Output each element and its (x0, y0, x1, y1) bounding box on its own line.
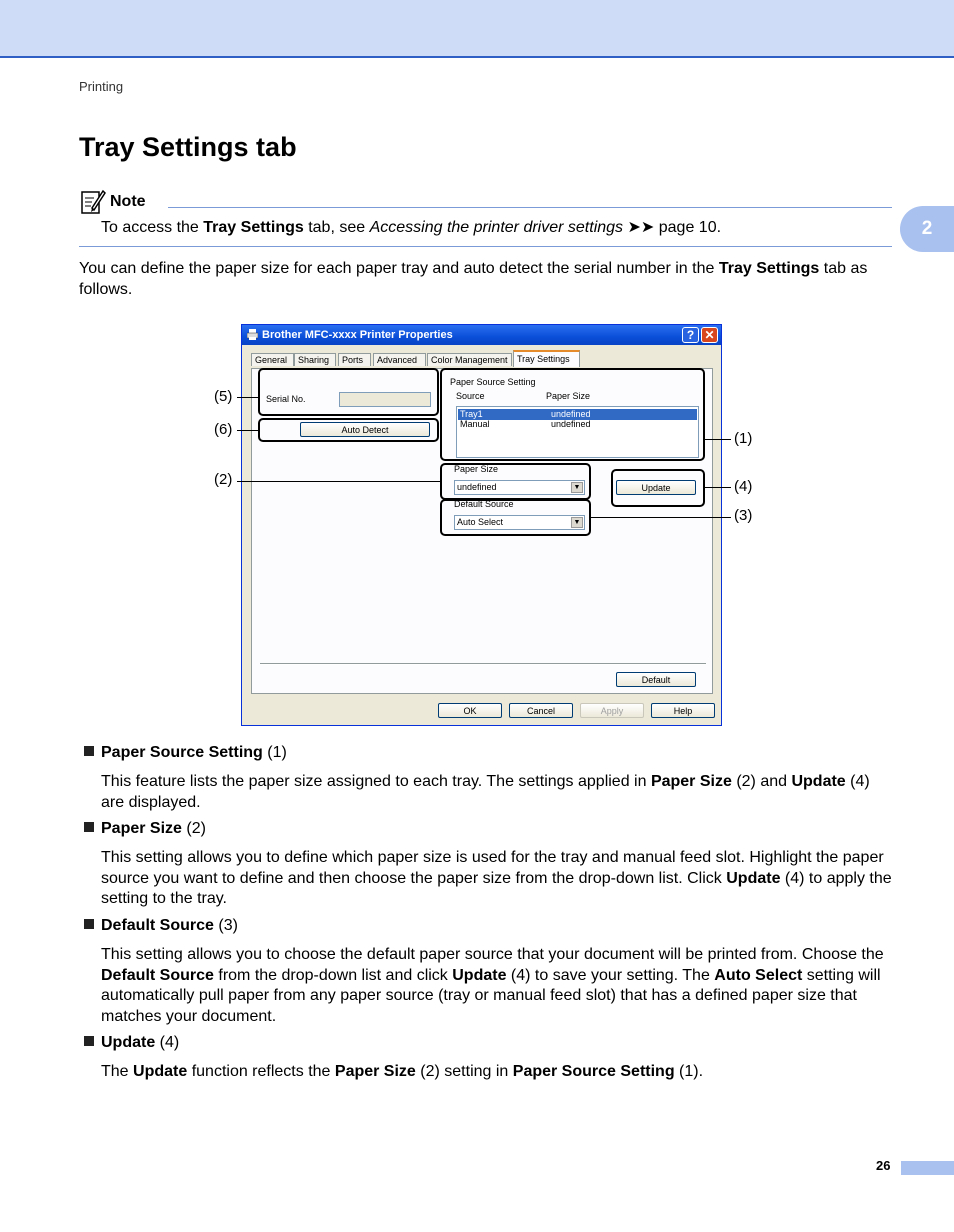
leader-4 (705, 487, 731, 488)
printer-icon (247, 329, 258, 340)
note-pencil-icon (80, 187, 106, 215)
tab-tray-settings[interactable]: Tray Settings (513, 350, 580, 367)
column-source: Source (456, 391, 485, 401)
callout-box-6 (258, 418, 439, 442)
cancel-button[interactable]: Cancel (509, 703, 573, 718)
leader-5 (237, 397, 258, 398)
paper-size-dropdown[interactable]: undefined ▼ (454, 480, 585, 495)
running-title: Printing (79, 79, 124, 94)
apply-button[interactable]: Apply (580, 703, 644, 718)
page-number: 26 (876, 1158, 891, 1173)
update-button[interactable]: Update (616, 480, 696, 495)
callout-box-4 (611, 469, 705, 507)
header-band (0, 0, 954, 58)
bullet-paper-size: Paper Size (2) (84, 820, 206, 838)
separator (260, 663, 706, 665)
callout-label-3: (3) (734, 507, 753, 524)
leader-2 (237, 481, 440, 482)
leader-3 (591, 517, 731, 518)
chevron-down-icon[interactable]: ▼ (571, 482, 583, 493)
note-rule-top (168, 207, 892, 208)
chevron-down-icon[interactable]: ▼ (571, 517, 583, 528)
page-title: Tray Settings tab (79, 132, 297, 162)
tab-sharing[interactable]: Sharing (294, 353, 336, 366)
note-rule-bottom (79, 246, 892, 247)
desc-paper-size: This setting allows you to define which paper size is used for the tray and manual feed slot. Highlight the paper source you want to define and then choose the paper size from the drop-down list. Click Update (4) to apply the setting to the tray. (101, 849, 892, 907)
default-source-label: Default Source (454, 499, 514, 509)
callout-label-6: (6) (214, 421, 233, 438)
help-title-button[interactable]: ? (682, 327, 699, 343)
desc-update: The Update function reflects the Paper Size (2) setting in Paper Source Setting (1). (101, 1063, 704, 1080)
tab-ports[interactable]: Ports (338, 353, 371, 366)
paper-source-setting-title: Paper Source Setting (450, 377, 536, 387)
tab-advanced[interactable]: Advanced (373, 353, 426, 366)
leader-6 (237, 430, 258, 431)
leader-1 (705, 439, 731, 440)
tab-general[interactable]: General (251, 353, 294, 366)
close-title-button[interactable]: ✕ (701, 327, 718, 343)
bullet-paper-source-setting: Paper Source Setting (1) (84, 744, 287, 762)
ok-button[interactable]: OK (438, 703, 502, 718)
callout-box-5 (258, 368, 439, 416)
column-paper-size: Paper Size (546, 391, 591, 401)
desc-paper-source-setting: This feature lists the paper size assigned to each tray. The settings applied in Paper Size (2) and Update (4) are displayed. (101, 773, 870, 811)
paper-size-label: Paper Size (454, 464, 499, 474)
dialog-title: Brother MFC-xxxx Printer Properties (262, 329, 453, 341)
auto-detect-button[interactable]: Auto Detect (300, 422, 430, 437)
default-source-dropdown[interactable]: Auto Select ▼ (454, 515, 585, 530)
desc-default-source: This setting allows you to choose the default paper source that your document will be printed from. Choose the Default Source from the drop-down list and click Update (4) to save your setting. The Auto Select setting will automatically pull paper from any paper source (tray or manual feed slot) that has a defined paper size that matches your document. (101, 946, 884, 1025)
note-label: Note (110, 193, 146, 210)
intro-paragraph: You can define the paper size for each paper tray and auto detect the serial number in the Tray Settings tab as follows. (79, 260, 868, 298)
list-row-tray1[interactable]: Tray1 undefined (458, 409, 697, 420)
help-button[interactable]: Help (651, 703, 715, 718)
callout-label-2: (2) (214, 471, 233, 488)
callout-box-1 (440, 368, 705, 461)
page-number-bar (901, 1161, 954, 1175)
callout-label-5: (5) (214, 388, 233, 405)
list-row-manual[interactable]: Manual undefined (460, 419, 591, 429)
tab-color-management[interactable]: Color Management (427, 353, 512, 366)
callout-label-1: (1) (734, 430, 753, 447)
default-button[interactable]: Default (616, 672, 696, 687)
chapter-tab: 2 (900, 206, 954, 252)
callout-box-3 (440, 499, 591, 536)
dialog-titlebar (242, 325, 721, 345)
serial-label: Serial No. (266, 394, 306, 404)
bullet-update: Update (4) (84, 1034, 179, 1052)
callout-box-2 (440, 463, 591, 500)
callout-label-4: (4) (734, 478, 753, 495)
note-text: To access the Tray Settings tab, see Accessing the printer driver settings ➤➤ page 10. (101, 219, 722, 236)
bullet-default-source: Default Source (3) (84, 917, 238, 935)
